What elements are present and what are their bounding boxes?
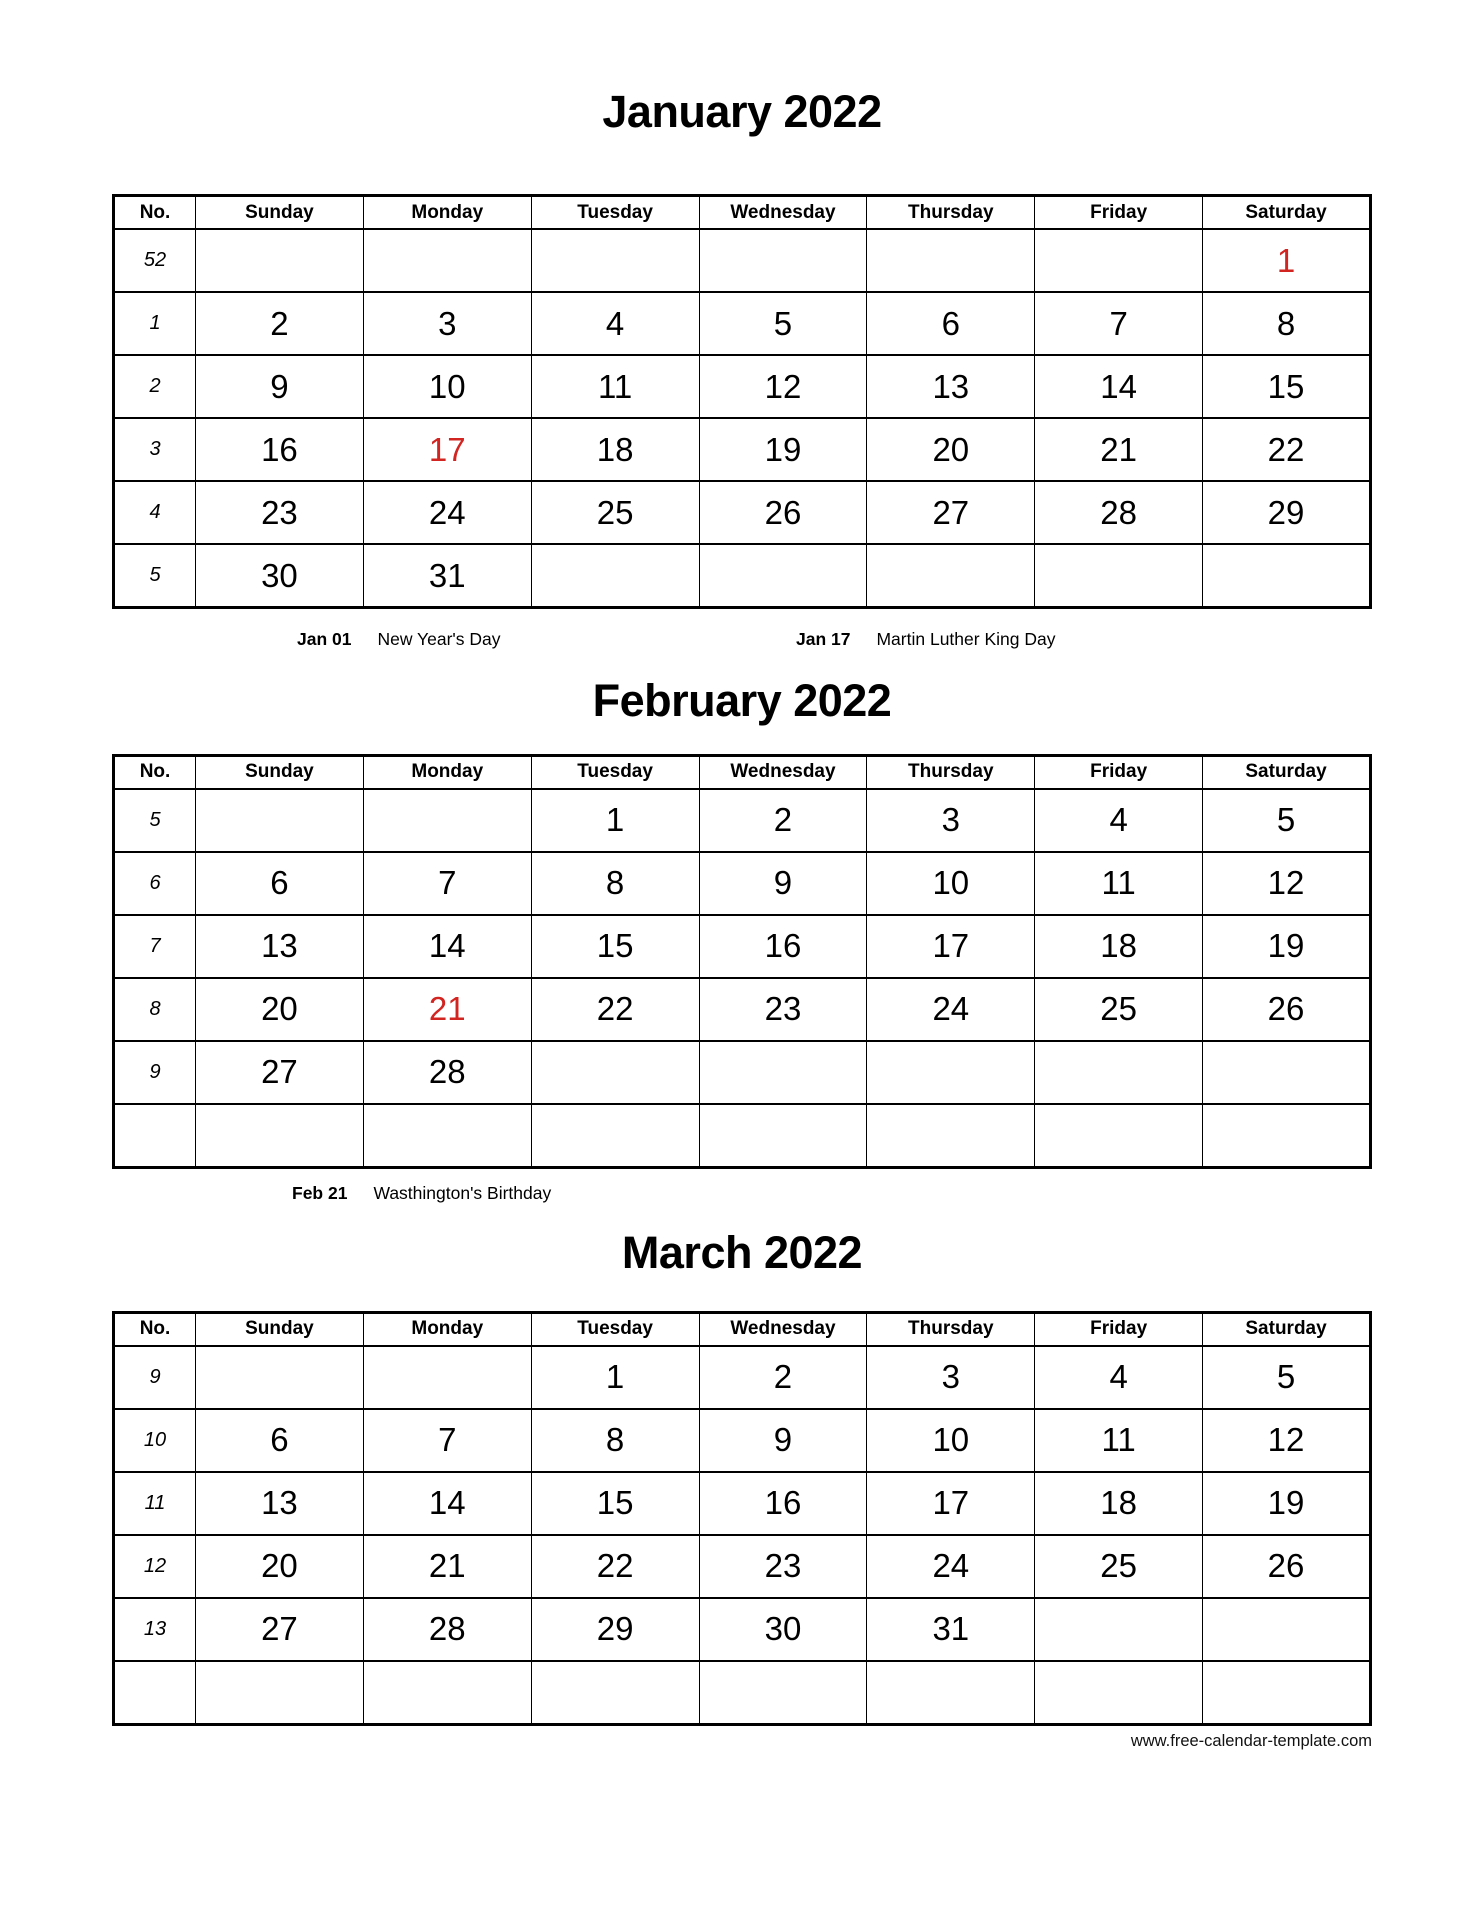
day-cell: 20 [867, 418, 1035, 481]
week-number-cell: 7 [114, 915, 196, 978]
empty-week-number-cell [114, 1104, 196, 1168]
day-cell: 1 [531, 1346, 699, 1409]
empty-day-cell [531, 229, 699, 292]
day-cell: 1 [1203, 229, 1371, 292]
week-number-cell: 12 [114, 1535, 196, 1598]
empty-day-cell [1203, 1104, 1371, 1168]
day-cell: 21 [1035, 418, 1203, 481]
weekday-header: Sunday [196, 1312, 364, 1346]
empty-day-cell [1035, 229, 1203, 292]
week-number-header: No. [114, 1312, 196, 1346]
holiday-name: Wasthington's Birthday [373, 1182, 552, 1203]
day-cell: 4 [531, 292, 699, 355]
day-cell: 18 [1035, 915, 1203, 978]
day-cell: 23 [699, 978, 867, 1041]
holiday-name: New Year's Day [377, 629, 501, 650]
day-cell: 31 [867, 1598, 1035, 1661]
week-number-cell: 6 [114, 852, 196, 915]
weekday-header-row [114, 755, 1371, 789]
day-cell: 30 [699, 1598, 867, 1661]
day-cell: 8 [531, 1409, 699, 1472]
empty-day-cell [867, 544, 1035, 608]
empty-day-cell [196, 1346, 364, 1409]
weekday-header: Sunday [196, 196, 364, 230]
calendar-table-january [112, 194, 1372, 609]
empty-day-cell [196, 229, 364, 292]
day-cell: 10 [867, 1409, 1035, 1472]
day-cell: 17 [867, 1472, 1035, 1535]
empty-day-cell [363, 1104, 531, 1168]
week-number-cell: 11 [114, 1472, 196, 1535]
day-cell: 4 [1035, 1346, 1203, 1409]
calendar-page [112, 0, 1372, 1751]
weekday-header: Thursday [867, 1312, 1035, 1346]
month-section-january [112, 84, 1372, 655]
weekday-header: Sunday [196, 755, 364, 789]
empty-day-cell [363, 1661, 531, 1725]
week-row [114, 852, 1371, 915]
empty-day-cell [1203, 544, 1371, 608]
month-title-march: March 2022 [621, 1226, 863, 1278]
week-number-cell: 3 [114, 418, 196, 481]
day-cell: 28 [1035, 481, 1203, 544]
weekday-header: Monday [363, 1312, 531, 1346]
day-cell: 16 [196, 418, 364, 481]
month-section-march [112, 1225, 1372, 1726]
weekday-header: Thursday [867, 755, 1035, 789]
empty-day-cell [531, 1104, 699, 1168]
week-row [114, 1346, 1371, 1409]
day-cell: 9 [699, 1409, 867, 1472]
day-cell: 29 [531, 1598, 699, 1661]
day-cell: 22 [531, 978, 699, 1041]
empty-day-cell [1035, 1041, 1203, 1104]
day-cell: 22 [531, 1535, 699, 1598]
day-cell: 13 [196, 1472, 364, 1535]
weekday-header: Wednesday [699, 755, 867, 789]
day-cell: 18 [1035, 1472, 1203, 1535]
day-cell: 25 [1035, 978, 1203, 1041]
day-cell: 10 [867, 852, 1035, 915]
empty-day-cell [1203, 1041, 1371, 1104]
day-cell: 11 [1035, 1409, 1203, 1472]
weekday-header: Friday [1035, 755, 1203, 789]
day-cell: 28 [363, 1598, 531, 1661]
calendar-table-february [112, 754, 1372, 1169]
day-cell: 21 [363, 1535, 531, 1598]
day-cell: 14 [1035, 355, 1203, 418]
week-row [114, 481, 1371, 544]
week-number-cell: 52 [114, 229, 196, 292]
day-cell: 15 [1203, 355, 1371, 418]
empty-day-cell [867, 1661, 1035, 1725]
day-cell: 2 [196, 292, 364, 355]
weekday-header: Monday [363, 755, 531, 789]
holiday-list-february [112, 1183, 1372, 1209]
day-cell: 13 [867, 355, 1035, 418]
weekday-header: Saturday [1203, 755, 1371, 789]
day-cell: 29 [1203, 481, 1371, 544]
empty-day-cell [1203, 1661, 1371, 1725]
day-cell: 12 [1203, 852, 1371, 915]
empty-day-cell [699, 1041, 867, 1104]
empty-day-cell [1035, 1104, 1203, 1168]
empty-day-cell [699, 1104, 867, 1168]
weekday-header: Wednesday [699, 1312, 867, 1346]
day-cell: 16 [699, 1472, 867, 1535]
week-number-header: No. [114, 755, 196, 789]
day-cell: 11 [531, 355, 699, 418]
weekday-header: Saturday [1203, 196, 1371, 230]
week-row [114, 978, 1371, 1041]
weekday-header: Friday [1035, 196, 1203, 230]
week-row [114, 1472, 1371, 1535]
empty-day-cell [699, 1661, 867, 1725]
empty-day-cell [1203, 1598, 1371, 1661]
empty-day-cell [196, 789, 364, 852]
day-cell: 7 [1035, 292, 1203, 355]
day-cell: 27 [196, 1598, 364, 1661]
day-cell: 3 [867, 1346, 1035, 1409]
day-cell: 21 [363, 978, 531, 1041]
day-cell: 24 [867, 1535, 1035, 1598]
week-row [114, 229, 1371, 292]
holiday-date: Feb 21 [292, 1182, 348, 1203]
day-cell: 9 [196, 355, 364, 418]
empty-day-cell [699, 544, 867, 608]
empty-day-cell [1035, 1598, 1203, 1661]
empty-day-cell [363, 229, 531, 292]
day-cell: 8 [1203, 292, 1371, 355]
day-cell: 15 [531, 915, 699, 978]
week-row [114, 292, 1371, 355]
week-row [114, 789, 1371, 852]
day-cell: 26 [1203, 978, 1371, 1041]
month-title-february: February 2022 [592, 675, 892, 727]
week-number-cell: 1 [114, 292, 196, 355]
week-number-cell: 9 [114, 1041, 196, 1104]
day-cell: 2 [699, 1346, 867, 1409]
day-cell: 12 [699, 355, 867, 418]
day-cell: 19 [1203, 1472, 1371, 1535]
empty-week-number-cell [114, 1661, 196, 1725]
day-cell: 2 [699, 789, 867, 852]
day-cell: 3 [363, 292, 531, 355]
empty-day-cell [1035, 544, 1203, 608]
day-cell: 13 [196, 915, 364, 978]
holiday-note [292, 1183, 551, 1204]
day-cell: 27 [196, 1041, 364, 1104]
day-cell: 31 [363, 544, 531, 608]
week-row [114, 1409, 1371, 1472]
empty-day-cell [531, 1041, 699, 1104]
empty-day-cell [363, 1346, 531, 1409]
empty-day-cell [363, 789, 531, 852]
day-cell: 15 [531, 1472, 699, 1535]
week-row [114, 1598, 1371, 1661]
day-cell: 12 [1203, 1409, 1371, 1472]
day-cell: 5 [699, 292, 867, 355]
day-cell: 19 [699, 418, 867, 481]
day-cell: 23 [699, 1535, 867, 1598]
day-cell: 7 [363, 852, 531, 915]
day-cell: 9 [699, 852, 867, 915]
day-cell: 22 [1203, 418, 1371, 481]
empty-day-cell [531, 1661, 699, 1725]
week-number-cell: 10 [114, 1409, 196, 1472]
holiday-note [796, 629, 1055, 650]
day-cell: 14 [363, 915, 531, 978]
calendar-table-march [112, 1311, 1372, 1726]
empty-day-cell [1035, 1661, 1203, 1725]
day-cell: 18 [531, 418, 699, 481]
week-number-cell: 13 [114, 1598, 196, 1661]
day-cell: 5 [1203, 789, 1371, 852]
week-row [114, 1535, 1371, 1598]
weekday-header: Saturday [1203, 1312, 1371, 1346]
day-cell: 27 [867, 481, 1035, 544]
week-row [114, 915, 1371, 978]
day-cell: 30 [196, 544, 364, 608]
day-cell: 11 [1035, 852, 1203, 915]
weekday-header: Friday [1035, 1312, 1203, 1346]
weekday-header: Thursday [867, 196, 1035, 230]
empty-day-cell [196, 1104, 364, 1168]
week-number-cell: 5 [114, 544, 196, 608]
month-title-january: January 2022 [602, 86, 882, 137]
day-cell: 20 [196, 978, 364, 1041]
day-cell: 14 [363, 1472, 531, 1535]
week-row [114, 1041, 1371, 1104]
weekday-header: Tuesday [531, 755, 699, 789]
week-row [114, 418, 1371, 481]
weekday-header-row [114, 1312, 1371, 1346]
weekday-header: Tuesday [531, 196, 699, 230]
empty-day-cell [867, 229, 1035, 292]
week-row [114, 355, 1371, 418]
day-cell: 26 [699, 481, 867, 544]
day-cell: 17 [867, 915, 1035, 978]
day-cell: 7 [363, 1409, 531, 1472]
weekday-header: Tuesday [531, 1312, 699, 1346]
week-number-cell: 2 [114, 355, 196, 418]
month-section-february [112, 673, 1372, 1208]
day-cell: 3 [867, 789, 1035, 852]
weekday-header-row [114, 196, 1371, 230]
day-cell: 19 [1203, 915, 1371, 978]
day-cell: 6 [867, 292, 1035, 355]
website-credit: www.free-calendar-template.com [1130, 1731, 1372, 1750]
empty-day-cell [699, 229, 867, 292]
day-cell: 25 [531, 481, 699, 544]
day-cell: 24 [867, 978, 1035, 1041]
week-row [114, 1661, 1371, 1725]
holiday-date: Jan 17 [796, 629, 851, 650]
day-cell: 26 [1203, 1535, 1371, 1598]
week-row [114, 1104, 1371, 1168]
week-row [114, 544, 1371, 608]
empty-day-cell [867, 1104, 1035, 1168]
empty-day-cell [867, 1041, 1035, 1104]
day-cell: 6 [196, 1409, 364, 1472]
week-number-cell: 9 [114, 1346, 196, 1409]
week-number-cell: 4 [114, 481, 196, 544]
day-cell: 10 [363, 355, 531, 418]
day-cell: 16 [699, 915, 867, 978]
day-cell: 6 [196, 852, 364, 915]
day-cell: 8 [531, 852, 699, 915]
day-cell: 28 [363, 1041, 531, 1104]
day-cell: 1 [531, 789, 699, 852]
week-number-cell: 8 [114, 978, 196, 1041]
holiday-note [297, 629, 500, 650]
week-number-header: No. [114, 196, 196, 230]
day-cell: 25 [1035, 1535, 1203, 1598]
holiday-date: Jan 01 [297, 629, 352, 650]
day-cell: 5 [1203, 1346, 1371, 1409]
day-cell: 20 [196, 1535, 364, 1598]
day-cell: 4 [1035, 789, 1203, 852]
day-cell: 23 [196, 481, 364, 544]
holiday-list-january [112, 629, 1372, 655]
empty-day-cell [196, 1661, 364, 1725]
day-cell: 17 [363, 418, 531, 481]
empty-day-cell [531, 544, 699, 608]
week-number-cell: 5 [114, 789, 196, 852]
holiday-name: Martin Luther King Day [876, 629, 1056, 650]
weekday-header: Monday [363, 196, 531, 230]
day-cell: 24 [363, 481, 531, 544]
weekday-header: Wednesday [699, 196, 867, 230]
